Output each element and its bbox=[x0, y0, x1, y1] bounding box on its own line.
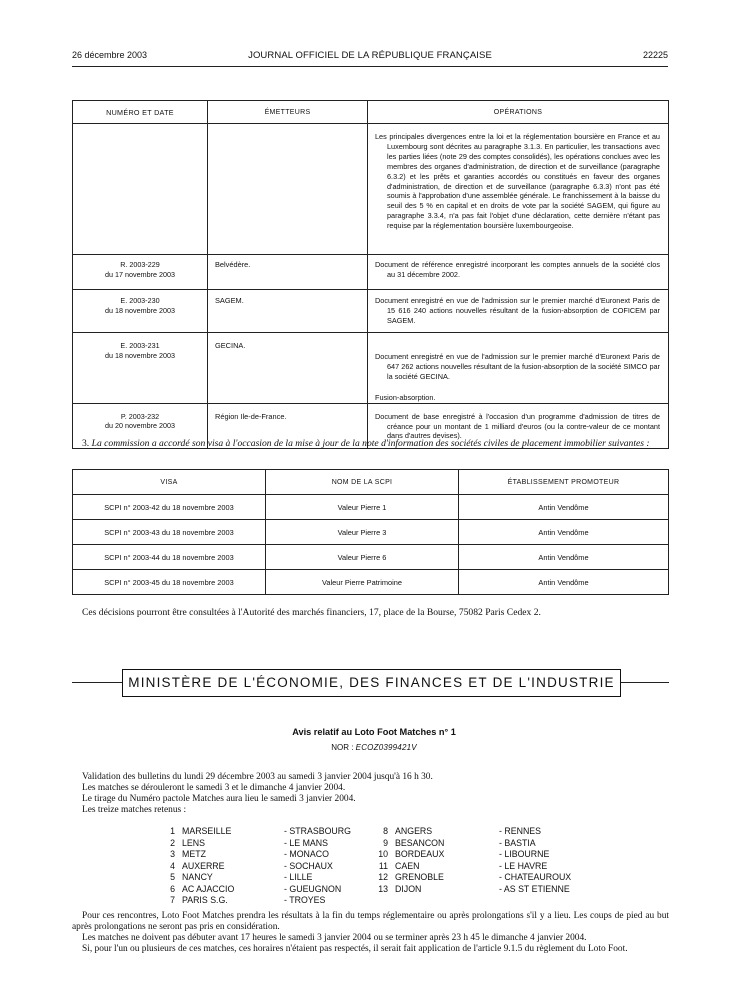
operation-cell: Document de référence enregistré incorporant les comptes annuels de la société clos au 31 décembre 2002. bbox=[368, 255, 669, 290]
numero-cell: P. 2003-232 du 20 novembre 2003 bbox=[73, 403, 208, 448]
scpi-visa-table bbox=[72, 469, 669, 595]
nor-code: ECOZ0399421V bbox=[355, 743, 417, 752]
intro-line: Le tirage du Numéro pactole Matches aura lieu le samedi 3 janvier 2004. bbox=[82, 794, 356, 804]
emetteur-cell: Belvédère. bbox=[208, 255, 368, 290]
column-header-promoteur: ÉTABLISSEMENT PROMOTEUR bbox=[459, 470, 669, 495]
column-header-operations: OPÉRATIONS bbox=[368, 101, 669, 124]
column-header-visa: VISA bbox=[73, 470, 266, 495]
nor-label: NOR : bbox=[331, 743, 354, 752]
promoteur-cell: Antin Vendôme bbox=[459, 545, 669, 570]
operation-cell: Document enregistré en vue de l'admission sur le premier marché d'Euronext Paris de 647 262 actions nouvelles résultant de la fusion-absorption de la société SIMCO par la société GECINA. Fusion-absorption. bbox=[368, 333, 669, 404]
table-row bbox=[73, 255, 669, 290]
list-item: 5 NANCY - LILLE 12 GRENOBLE - CHATEAUROUX bbox=[170, 872, 572, 882]
table-row bbox=[73, 545, 669, 570]
table-header-row bbox=[73, 470, 669, 495]
list-item: 7 PARIS S.G. - TROYES bbox=[170, 895, 326, 905]
page-number: 22225 bbox=[642, 50, 668, 60]
numero-cell: E. 2003-231 du 18 novembre 2003 bbox=[73, 333, 208, 404]
divider-left bbox=[72, 682, 122, 683]
emetteur-cell: SAGEM. bbox=[208, 290, 368, 333]
intro-line: Les matches se dérouleront le samedi 3 et le dimanche 4 janvier 2004. bbox=[82, 783, 346, 793]
table-row bbox=[73, 570, 669, 595]
scpi-name-cell: Valeur Pierre 6 bbox=[266, 545, 459, 570]
emetteur-cell: Région Ile-de-France. bbox=[208, 403, 368, 448]
list-item: 6 AC AJACCIO - GUEUGNON 13 DIJON - AS ST ETIENNE bbox=[170, 883, 570, 894]
promoteur-cell: Antin Vendôme bbox=[459, 520, 669, 545]
operation-cell: Les principales divergences entre la loi et la réglementation boursière en France et au Luxembourg sont décrites au paragraphe 3.1.3. En particulier, les transactions avec les parties liées (note 29 des comptes consolidés), les opérations conclues avec les membres des organes d'administration, de direction et de surveillance (paragraphe 6.3.2) et les prêts et garanties accordés ou constitués en faveur des organes d'administration, de direction et de surveillance (paragraphe 6.3.3) n'ont pas été soumis à l'approbation d'une assemblée générale. Le franchissement à la baisse du seuil des 5 % en capital et en droits de vote par la société SAGEM, qui figure au paragraphe 3.3.4, n'a pas fait l'objet d'une déclaration, cette dernière n'étant pas requise par la réglementation boursière luxembourgeoise. bbox=[368, 124, 669, 255]
header-date: 26 décembre 2003 bbox=[72, 50, 148, 60]
divider-right bbox=[621, 682, 669, 683]
avis-title: Avis relatif au Loto Foot Matches n° 1 bbox=[292, 727, 456, 737]
journal-title: JOURNAL OFFICIEL DE LA RÉPUBLIQUE FRANÇAISE bbox=[248, 50, 492, 61]
matches-list bbox=[165, 826, 585, 907]
column-header-numero: NUMÉRO ET DATE bbox=[73, 101, 208, 124]
header-rule bbox=[72, 66, 668, 67]
table-row bbox=[73, 333, 669, 404]
list-item: 1 MARSEILLE - STRASBOURG 8 ANGERS - RENNES bbox=[170, 826, 542, 836]
nor-reference bbox=[0, 743, 748, 752]
promoteur-cell: Antin Vendôme bbox=[459, 570, 669, 595]
visa-cell: SCPI n° 2003-44 du 18 novembre 2003 bbox=[73, 545, 266, 570]
closing-paragraph: Les matches ne doivent pas débuter avant 17 heures le samedi 3 janvier 2004 ou se terminer après 23 h 45 le dimanche 4 janvier 2004. bbox=[82, 933, 587, 943]
intro-line: Validation des bulletins du lundi 29 décembre 2003 au samedi 3 janvier 2004 jusqu'à 16 h 30. bbox=[82, 772, 433, 782]
table-row bbox=[73, 290, 669, 333]
emetteur-cell bbox=[208, 124, 368, 255]
visa-cell: SCPI n° 2003-43 du 18 novembre 2003 bbox=[73, 520, 266, 545]
scpi-name-cell: Valeur Pierre 1 bbox=[266, 495, 459, 520]
numero-cell: E. 2003-230 du 18 novembre 2003 bbox=[73, 290, 208, 333]
visa-cell: SCPI n° 2003-42 du 18 novembre 2003 bbox=[73, 495, 266, 520]
table-row bbox=[73, 124, 669, 255]
table-header-row bbox=[73, 101, 669, 124]
closing-paragraph: Pour ces rencontres, Loto Foot Matches prendra les résultats à la fin du temps réglementaire ou après prolongations s'il y a lieu. Les coups de pied au but après prolongations ne seront pas pris en considération. bbox=[72, 911, 669, 932]
table-row bbox=[73, 520, 669, 545]
visa-cell: SCPI n° 2003-45 du 18 novembre 2003 bbox=[73, 570, 266, 595]
section-3-note: 3. La commission a accordé son visa à l'occasion de la mise à jour de la note d'information des sociétés civiles de placement immobilier suivantes : bbox=[82, 438, 650, 449]
list-item: 3 METZ - MONACO 10 BORDEAUX - LIBOURNE bbox=[170, 849, 550, 859]
table-row bbox=[73, 495, 669, 520]
scpi-name-cell: Valeur Pierre Patrimoine bbox=[266, 570, 459, 595]
promoteur-cell: Antin Vendôme bbox=[459, 495, 669, 520]
intro-line: Les treize matches retenus : bbox=[82, 805, 187, 815]
list-item: 2 LENS - LE MANS 9 BESANCON - BASTIA bbox=[170, 837, 536, 848]
column-header-nom-scpi: NOM DE LA SCPI bbox=[266, 470, 459, 495]
operation-cell: Document enregistré en vue de l'admission sur le premier marché d'Euronext Paris de 15 616 240 actions nouvelles résultant de la fusion-absorption de COFICEM par SAGEM. bbox=[368, 290, 669, 333]
numero-cell: R. 2003-229 du 17 novembre 2003 bbox=[73, 255, 208, 290]
numero-cell bbox=[73, 124, 208, 255]
page-header bbox=[72, 50, 668, 64]
list-item: 4 AUXERRE - SOCHAUX 11 CAEN - LE HAVRE bbox=[170, 860, 548, 871]
column-header-emetteurs: ÉMETTEURS bbox=[208, 101, 368, 124]
visa-operations-table bbox=[72, 100, 669, 449]
scpi-name-cell: Valeur Pierre 3 bbox=[266, 520, 459, 545]
operation-cell: Document de base enregistré à l'occasion d'un programme d'admission de titres de créance pour un montant de 1 milliard d'euros (ou la contre-valeur de ce montant dans d'autres devises). bbox=[368, 403, 669, 448]
consultation-notice: Ces décisions pourront être consultées à l'Autorité des marchés financiers, 17, place de la Bourse, 75082 Paris Cedex 2. bbox=[82, 607, 541, 618]
closing-paragraph: Si, pour l'un ou plusieurs de ces matches, ces horaires n'étaient pas respectés, il serait fait application de l'article 9.1.5 du règlement du Loto Foot. bbox=[82, 944, 628, 954]
ministry-heading: MINISTÈRE DE L'ÉCONOMIE, DES FINANCES ET DE L'INDUSTRIE bbox=[122, 669, 621, 697]
emetteur-cell: GECINA. bbox=[208, 333, 368, 404]
